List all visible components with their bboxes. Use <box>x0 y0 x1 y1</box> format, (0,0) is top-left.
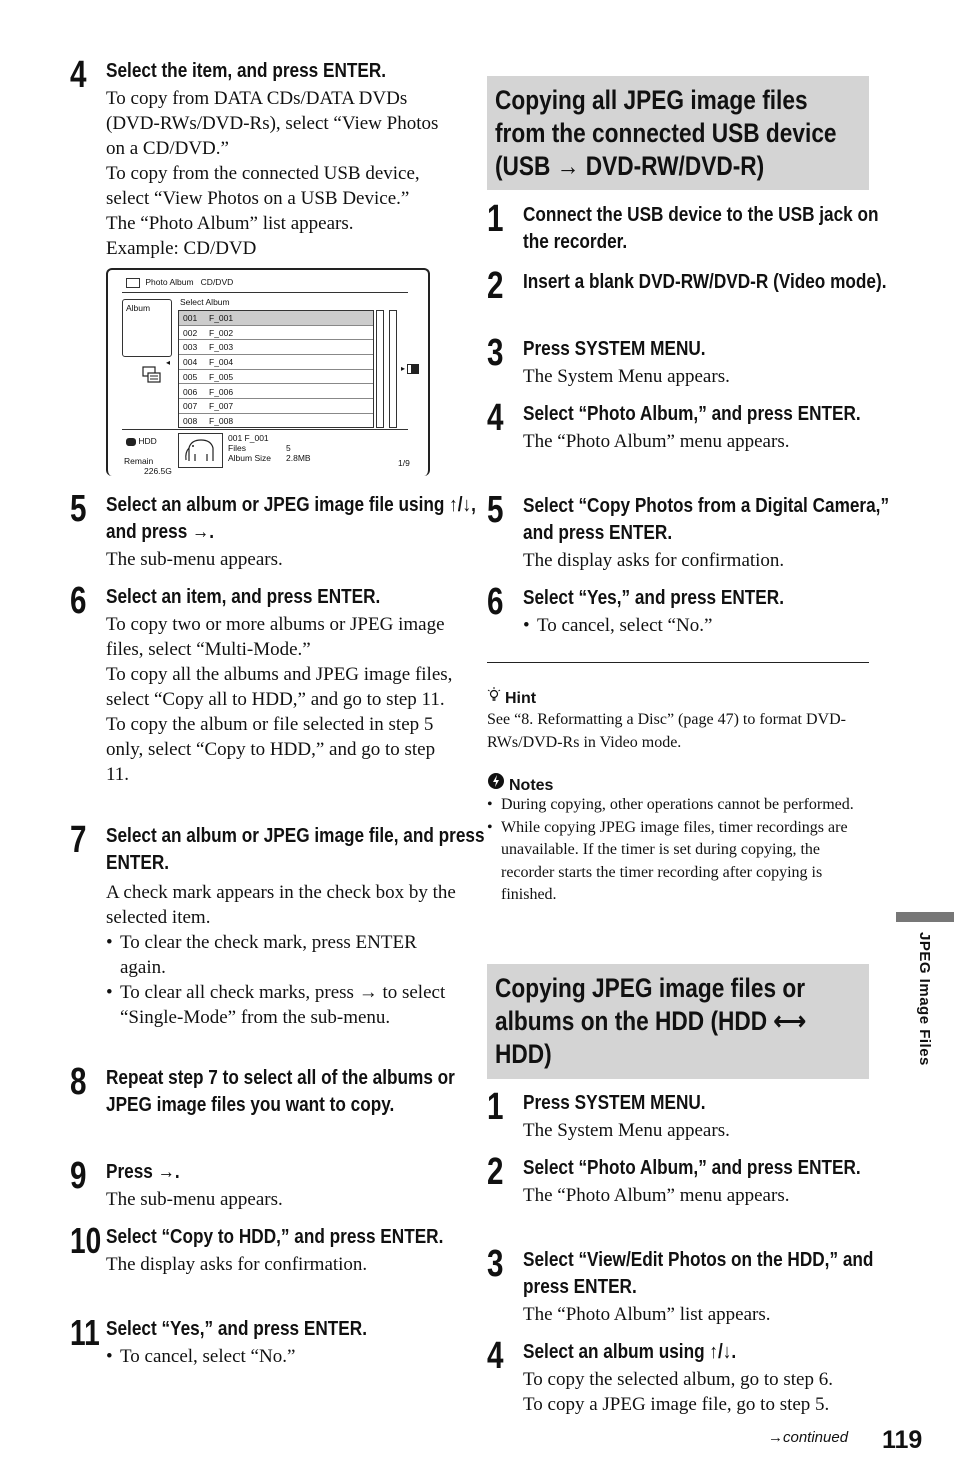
usb-step-1 <box>487 198 879 256</box>
step-11 <box>70 1312 460 1369</box>
hdd-step-2 <box>487 1151 869 1208</box>
step-number: 4 <box>70 54 87 96</box>
photo-album-icon <box>126 278 140 288</box>
step-heading: Select the item, and press ENTER. <box>106 60 387 82</box>
lightbulb-icon <box>487 687 505 709</box>
step-number: 4 <box>487 1335 504 1377</box>
step-heading: Press SYSTEM MENU. <box>523 338 706 360</box>
step-number: 5 <box>487 489 504 531</box>
notes-list <box>487 794 869 907</box>
section-usb-copy <box>487 76 869 190</box>
bullet-item: • To cancel, select “No.” <box>523 613 869 638</box>
divider <box>487 662 869 663</box>
bullet-item: • To clear the check mark, press ENTER again. <box>106 930 460 980</box>
list-item[interactable]: 008 F_008 <box>183 415 234 426</box>
step-4 <box>70 54 460 261</box>
list-item[interactable]: 003 F_003 <box>179 340 373 355</box>
step-text: Example: CD/DVD <box>106 238 257 259</box>
bullet-item: • To cancel, select “No.” <box>106 1344 460 1369</box>
list-item[interactable]: 004 F_004 <box>179 355 373 370</box>
hdd-label-group <box>126 436 157 446</box>
step-7 <box>70 819 485 1030</box>
step-heading: Repeat step 7 to select all of the albums or JPEG image files you want to copy. <box>106 1067 455 1116</box>
step-text: To copy two or more albums or JPEG image files, select “Multi-Mode.” <box>106 614 445 660</box>
elephant-icon <box>179 434 222 467</box>
step-number: 3 <box>487 332 504 374</box>
list-item[interactable]: 001 F_001 <box>179 311 373 326</box>
step-text: To copy all the albums and JPEG image files, select “Copy all to HDD,” and go to step 11. <box>106 664 453 710</box>
step-number: 11 <box>70 1312 100 1353</box>
step-heading: Select an album or JPEG image file using ↑/↓, and press →. <box>106 494 476 543</box>
side-tab-marker <box>896 912 954 922</box>
step-heading: Press SYSTEM MENU. <box>523 1092 706 1114</box>
step-text: To copy the selected album, go to step 6. <box>523 1369 833 1390</box>
step-text: The System Menu appears. <box>523 366 730 387</box>
step-number: 7 <box>70 819 87 861</box>
usb-step-5 <box>487 489 890 573</box>
hint-heading <box>487 687 536 709</box>
step-heading: Select “Photo Album,” and press ENTER. <box>523 403 861 425</box>
folder-icon <box>142 366 162 384</box>
step-8 <box>70 1061 460 1119</box>
step-heading: Select “Copy to HDD,” and press ENTER. <box>106 1226 444 1248</box>
hint-text: See “8. Reformatting a Disc” (page 47) to format DVD-RWs/DVD-Rs in Video mode. <box>487 711 846 751</box>
size-label: Album Size <box>228 453 271 463</box>
info-name: 001 F_001 <box>228 433 269 443</box>
step-text: The sub-menu appears. <box>106 549 283 570</box>
step-text: To copy from DATA CDs/DATA DVDs (DVD-RWs/DVD-Rs), select “View Photos on a CD/DVD.” <box>106 88 439 159</box>
step-number: 6 <box>70 580 87 622</box>
page-indicator: 1/9 <box>398 458 410 468</box>
step-text: The sub-menu appears. <box>106 1189 283 1210</box>
bullet-item: • To clear all check marks, press → to select “Single-Mode” from the sub-menu. <box>106 980 460 1030</box>
size-value: 2.8MB <box>286 453 311 463</box>
step-text: The “Photo Album” list appears. <box>106 213 354 234</box>
page-number: 119 <box>882 1426 923 1454</box>
section-hdd-copy <box>487 964 869 1079</box>
step-text: The “Photo Album” list appears. <box>523 1304 771 1325</box>
figure-title: Photo Album <box>145 277 194 287</box>
step-number: 5 <box>70 488 87 530</box>
usb-step-3 <box>487 332 869 389</box>
step-number: 4 <box>487 397 504 439</box>
step-text: The “Photo Album” menu appears. <box>523 431 790 452</box>
album-box <box>122 299 172 357</box>
album-label: Album <box>126 303 151 313</box>
files-value: 5 <box>286 443 291 453</box>
usb-step-6 <box>487 581 869 638</box>
step-number: 8 <box>70 1061 87 1103</box>
step-heading: Select “Photo Album,” and press ENTER. <box>523 1157 861 1179</box>
step-heading: Select “Yes,” and press ENTER. <box>106 1318 367 1340</box>
note-item: • During copying, other operations cannot be performed. <box>487 794 869 817</box>
section-title: Copying JPEG image files or albums on the HDD (HDD ⟷ HDD) <box>495 973 806 1069</box>
list-item[interactable]: 005 F_005 <box>179 370 373 385</box>
step-text: The “Photo Album” menu appears. <box>523 1185 790 1206</box>
notes-label: Notes <box>509 777 554 794</box>
step-heading: Press →. <box>106 1161 180 1183</box>
step-heading: Select an item, and press ENTER. <box>106 586 381 608</box>
step-heading: Select “Copy Photos from a Digital Camera,” and press ENTER. <box>523 495 890 544</box>
step-number: 2 <box>487 265 504 307</box>
remain-group <box>124 456 172 476</box>
step-number: 9 <box>70 1155 87 1197</box>
step-number: 6 <box>487 581 504 623</box>
section-title: Copying all JPEG image files from the connected USB device (USB → DVD-RW/DVD-R) <box>495 85 837 181</box>
step-heading: Select “View/Edit Photos on the HDD,” and press ENTER. <box>523 1249 874 1298</box>
step-text: To copy from the connected USB device, select “View Photos on a USB Device.” <box>106 163 420 209</box>
hint-label: Hint <box>505 690 537 707</box>
step-number: 3 <box>487 1243 504 1285</box>
step-10 <box>70 1220 460 1277</box>
photo-album-screenshot <box>106 268 430 476</box>
usb-step-2 <box>487 265 887 307</box>
notes-heading <box>487 772 553 796</box>
step-5 <box>70 488 476 572</box>
step-heading: Select an album or JPEG image file, and press ENTER. <box>106 825 485 874</box>
step-text: To copy a JPEG image file, go to step 5. <box>523 1394 830 1415</box>
list-item[interactable]: 002 F_002 <box>179 326 373 341</box>
step-text: The System Menu appears. <box>523 1120 730 1141</box>
step-text: A check mark appears in the check box by the selected item. <box>106 882 456 928</box>
step-number: 10 <box>70 1220 102 1261</box>
remain-value: 226.5G <box>144 466 172 476</box>
step-6 <box>70 580 460 787</box>
arrow-left-icon: ◂ <box>166 358 171 367</box>
step-text: To copy the album or file selected in step 5 only, select “Copy to HDD,” and go to step 11. <box>106 714 436 785</box>
album-list <box>178 310 374 428</box>
step-text: The display asks for confirmation. <box>523 550 785 571</box>
hdd-step-1 <box>487 1086 869 1143</box>
step-heading: Select an album using ↑/↓. <box>523 1341 737 1363</box>
notes-icon <box>487 772 509 796</box>
side-tab-label: JPEG Image Files <box>916 932 933 1066</box>
hdd-step-3 <box>487 1243 874 1327</box>
step-9 <box>70 1155 460 1212</box>
thumbnail-image <box>178 433 223 468</box>
album-info <box>228 433 311 463</box>
usb-step-4 <box>487 397 869 454</box>
select-album-label: Select Album <box>180 297 230 307</box>
scrollbar-secondary[interactable] <box>389 310 397 428</box>
hdd-step-4 <box>487 1335 869 1417</box>
step-number: 1 <box>487 1086 504 1128</box>
hdd-icon <box>126 438 136 446</box>
note-item: • While copying JPEG image files, timer recordings are unavailable. If the timer is set during copying, the recorder starts the timer recording after copying is finished. <box>487 817 869 907</box>
list-item[interactable]: 007 F_007 <box>179 399 373 414</box>
submenu-icon: ▸ <box>401 364 419 374</box>
remain-label: Remain <box>124 456 154 466</box>
scrollbar[interactable] <box>376 310 384 428</box>
step-heading: Connect the USB device to the USB jack on the recorder. <box>523 204 879 253</box>
step-number: 1 <box>487 198 504 240</box>
figure-header <box>126 277 233 288</box>
step-heading: Select “Yes,” and press ENTER. <box>523 587 784 609</box>
step-text: The display asks for confirmation. <box>106 1254 368 1275</box>
files-label: Files <box>228 443 246 453</box>
hdd-label: HDD <box>138 436 157 446</box>
continued-label: →continued <box>768 1429 849 1446</box>
list-item[interactable]: 006 F_006 <box>179 385 373 400</box>
step-heading: Insert a blank DVD-RW/DVD-R (Video mode). <box>523 271 887 293</box>
step-number: 2 <box>487 1151 504 1193</box>
figure-mode: CD/DVD <box>200 277 234 287</box>
